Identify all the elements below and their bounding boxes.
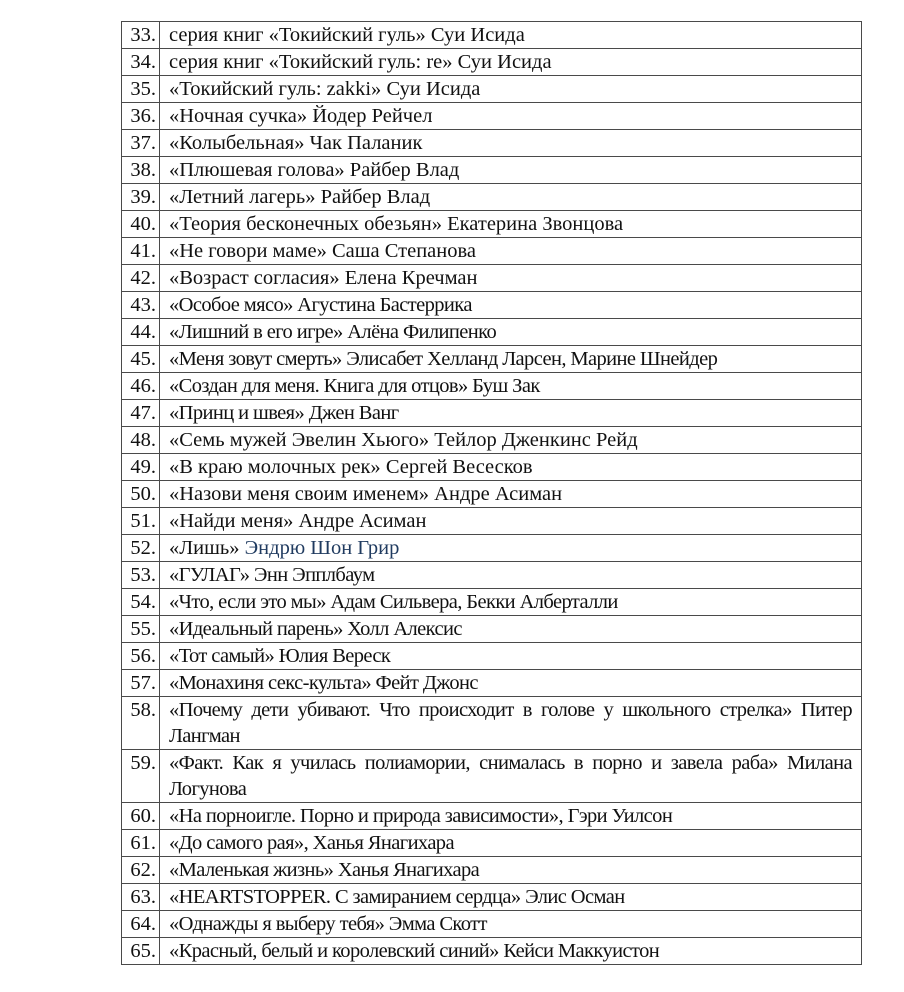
book-author: Ханья Янагихара [333,859,480,881]
book-entry [160,49,862,76]
book-entry [160,211,862,238]
book-title: «Особое мясо» [169,294,293,316]
book-entry [160,643,862,670]
row-number: 62. [122,857,160,884]
book-author: Андре Асиман [293,510,427,532]
row-number: 56. [122,643,160,670]
book-author: Милана Логунова [169,752,852,800]
table-row [122,589,862,616]
table-row [122,373,862,400]
book-entry [160,265,862,292]
table-row [122,454,862,481]
book-title: «HEARTSTOPPER. С замиранием сердца» [169,886,521,908]
row-number: 51. [122,508,160,535]
book-author: Саша Степанова [326,240,476,262]
book-list-body [122,22,862,965]
book-author: Андре Асиман [429,483,563,505]
table-row [122,911,862,938]
book-author: Гэри Уилсон [563,805,673,827]
table-row [122,697,862,750]
book-title: «Найди меня» [169,510,294,532]
row-number: 42. [122,265,160,292]
book-entry [160,857,862,884]
book-title: «Создан для меня. Книга для отцов» [169,375,468,397]
table-row [122,130,862,157]
book-entry [160,130,862,157]
book-author: Райбер Влад [344,159,460,181]
book-title: «Меня зовут смерть» [169,348,342,370]
book-entry [160,508,862,535]
table-row [122,535,862,562]
book-title: «Летний лагерь» [169,186,316,208]
book-title: «Колыбельная» [169,132,305,154]
row-number: 50. [122,481,160,508]
row-number: 55. [122,616,160,643]
table-row [122,184,862,211]
table-row [122,750,862,803]
book-entry [160,830,862,857]
row-number: 33. [122,22,160,49]
book-author: Юлия Вереск [274,645,391,667]
table-row [122,830,862,857]
table-row [122,616,862,643]
row-number: 36. [122,103,160,130]
table-row [122,803,862,830]
table-row [122,49,862,76]
table-row [122,292,862,319]
book-author: Суи Исида [452,51,552,73]
book-author: Елена Кречман [339,267,478,289]
book-title: «Лишь» [169,537,240,559]
table-row [122,238,862,265]
book-entry [160,616,862,643]
book-entry [160,103,862,130]
book-title: «Принц и швея» [169,402,305,424]
row-number: 61. [122,830,160,857]
row-number: 45. [122,346,160,373]
table-row [122,211,862,238]
table-row [122,643,862,670]
book-title: «Ночная сучка» [169,105,308,127]
book-title: «Назови меня своим именем» [169,483,430,505]
book-title: «Идеальный парень» [169,618,343,640]
table-row [122,157,862,184]
book-title: «На порноигле. Порно и природа зависимости», [169,805,564,827]
book-entry [160,750,862,803]
book-entry [160,184,862,211]
book-entry [160,938,862,965]
book-title: «Тот самый» [169,645,275,667]
book-entry [160,373,862,400]
book-author: Эмма Скотт [384,913,487,935]
book-author: Чак Паланик [304,132,423,154]
row-number: 53. [122,562,160,589]
table-row [122,857,862,884]
row-number: 52. [122,535,160,562]
table-row [122,884,862,911]
book-entry [160,562,862,589]
book-entry [160,346,862,373]
row-number: 58. [122,697,160,750]
book-author: Суи Исида [425,24,525,46]
row-number: 60. [122,803,160,830]
book-author: Элис Осман [520,886,625,908]
row-number: 48. [122,427,160,454]
table-row [122,265,862,292]
book-title: «Плюшевая голова» [169,159,345,181]
table-row [122,400,862,427]
table-row [122,76,862,103]
book-title: «В краю молочных рек» [169,456,381,478]
row-number: 40. [122,211,160,238]
book-entry [160,292,862,319]
book-title: «Не говори маме» [169,240,327,262]
book-author: Холл Алексис [342,618,462,640]
table-row [122,346,862,373]
book-author: Сергей Весесков [380,456,533,478]
book-title: «ГУЛАГ» [169,564,250,586]
book-entry [160,22,862,49]
book-author: Суи Исида [381,78,481,100]
book-author: Алёна Филипенко [342,321,497,343]
book-author: Буш Зак [467,375,540,397]
book-entry [160,589,862,616]
book-title: серия книг «Токийский гуль» [169,24,426,46]
row-number: 46. [122,373,160,400]
book-entry [160,238,862,265]
book-entry [160,76,862,103]
book-title: «Возраст согласия» [169,267,340,289]
book-entry [160,400,862,427]
book-entry [160,427,862,454]
row-number: 63. [122,884,160,911]
book-entry [160,454,862,481]
row-number: 37. [122,130,160,157]
table-row [122,427,862,454]
book-title: «Однажды я выберу тебя» [169,913,385,935]
row-number: 47. [122,400,160,427]
book-author: Адам Сильвера, Бекки Алберталли [325,591,618,613]
book-title: «Монахиня секс-культа» [169,672,372,694]
book-author: Екатерина Звонцова [442,213,624,235]
table-row [122,22,862,49]
book-title: «Токийский гуль: zakki» [169,78,382,100]
book-author: Кейси Маккуистон [498,940,660,962]
book-author-link[interactable]: Эндрю Шон Грир [239,537,400,559]
book-author: Райбер Влад [315,186,431,208]
row-number: 54. [122,589,160,616]
row-number: 44. [122,319,160,346]
book-title: серия книг «Токийский гуль: re» [169,51,453,73]
table-row [122,508,862,535]
book-entry [160,911,862,938]
row-number: 57. [122,670,160,697]
row-number: 35. [122,76,160,103]
book-author: Агустина Бастеррика [292,294,472,316]
row-number: 49. [122,454,160,481]
table-row [122,103,862,130]
book-entry [160,319,862,346]
table-row [122,562,862,589]
book-author: Джен Ванг [304,402,399,424]
book-author: Тейлор Дженкинс Рейд [429,429,638,451]
book-title: «Красный, белый и королевский синий» [169,940,499,962]
row-number: 41. [122,238,160,265]
book-list-table [121,21,862,965]
book-author: Элисабет Хелланд Ларсен, Марине Шнейдер [341,348,718,370]
table-row [122,481,862,508]
row-number: 39. [122,184,160,211]
table-row [122,319,862,346]
book-title: «Почему дети убивают. Что происходит в голове у школьного стрелка» [169,699,792,721]
book-author: Энн Эпплбаум [249,564,375,586]
book-title: «Семь мужей Эвелин Хьюго» [169,429,430,451]
table-row [122,938,862,965]
book-author: Фейт Джонс [371,672,478,694]
book-author: Йодер Рейчел [307,105,433,127]
row-number: 59. [122,750,160,803]
row-number: 34. [122,49,160,76]
book-title: «Теория бесконечных обезьян» [169,213,442,235]
book-title: «Что, если это мы» [169,591,326,613]
book-title: «Маленькая жизнь» [169,859,334,881]
book-entry [160,157,862,184]
book-author: Питер Лангман [169,699,852,747]
book-entry [160,803,862,830]
row-number: 65. [122,938,160,965]
table-row [122,670,862,697]
book-entry [160,670,862,697]
row-number: 64. [122,911,160,938]
book-entry [160,481,862,508]
book-entry [160,697,862,750]
row-number: 43. [122,292,160,319]
book-author: Ханья Янагихара [308,832,454,854]
book-title: «Лишний в его игре» [169,321,343,343]
book-entry [160,884,862,911]
book-title: «До самого рая», [169,832,309,854]
book-title: «Факт. Как я училась полиамории, снималась в порно и завела раба» [169,752,778,774]
book-entry [160,535,862,562]
row-number: 38. [122,157,160,184]
